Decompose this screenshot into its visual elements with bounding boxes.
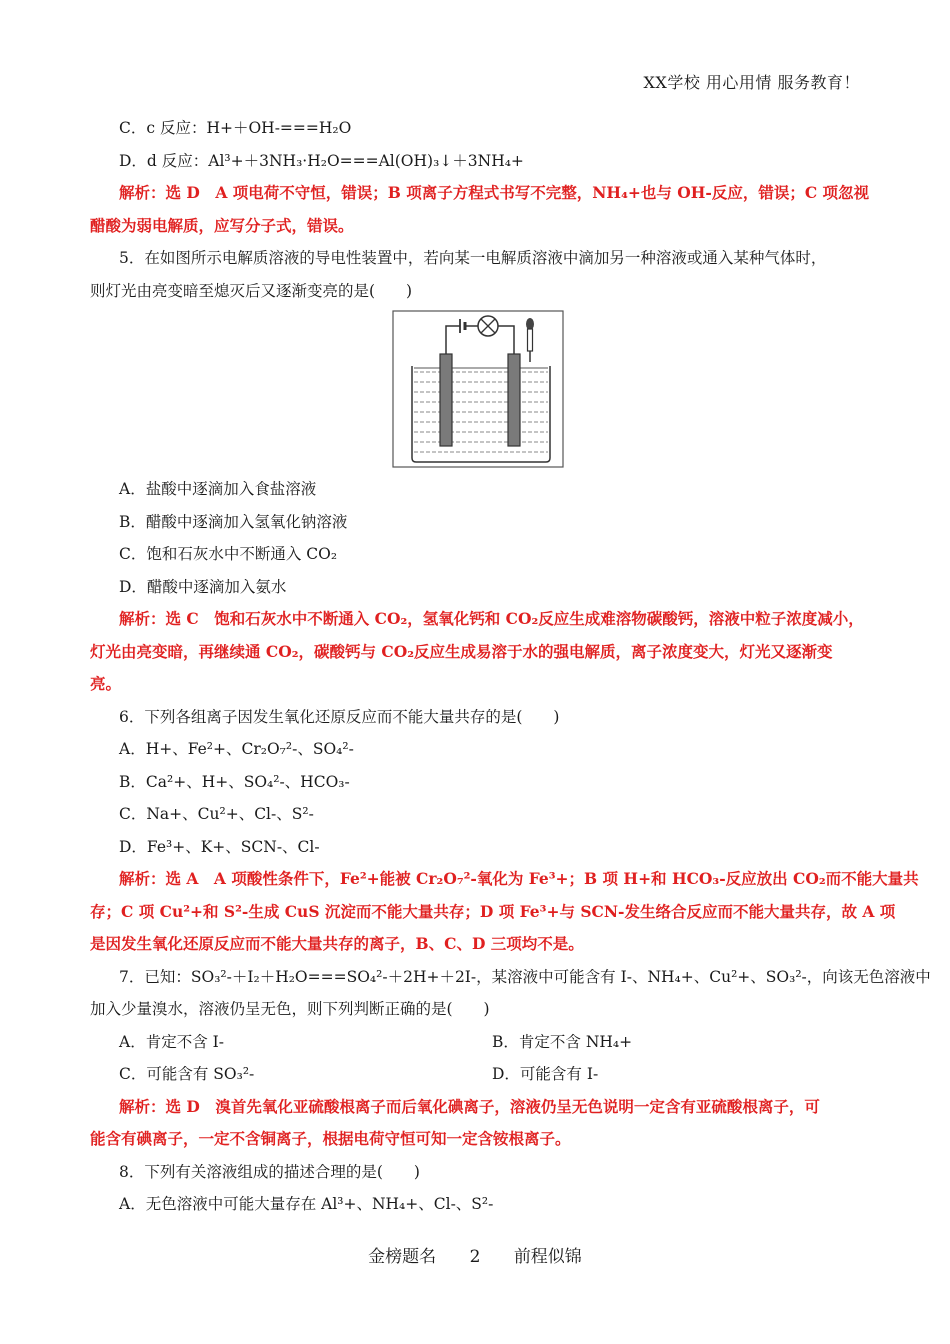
answer-analysis-line: 是因发生氧化还原反应而不能大量共存的离子，B、C、D 三项均不是。 bbox=[90, 934, 584, 953]
answer-analysis-line: 解析：选 C 饱和石灰水中不断通入 CO₂，氢氧化钙和 CO₂反应生成难溶物碳酸钙，溶液中粒子浓度减小， bbox=[119, 609, 864, 628]
answer-analysis-line: 存；C 项 Cu²+和 S²-生成 CuS 沉淀而不能大量共存；D 项 Fe³+与 SCN-发生络合反应而不能大量共存，故 A 项 bbox=[90, 901, 896, 921]
text-line: C．c 反应：H+＋OH-===H₂O bbox=[119, 119, 352, 137]
conductivity-apparatus-figure bbox=[90, 309, 865, 469]
footer-right: 前程似锦 bbox=[513, 1247, 582, 1267]
electrode-left bbox=[440, 354, 452, 446]
text-line: 6．下列各组离子因发生氧化还原反应而不能大量共存的是( ) bbox=[119, 707, 560, 726]
answer-analysis-line: 灯光由亮变暗，再继续通 CO₂，碳酸钙与 CO₂反应生成易溶于水的强电解质，离子浓度变大，灯光又逐渐变 bbox=[90, 641, 833, 661]
text-line: A．盐酸中逐滴加入食盐溶液 bbox=[119, 480, 317, 498]
text-line: 7．已知：SO₃²-＋I₂＋H₂O===SO₄²-＋2H+＋2I-，某溶液中可能含有 I-、NH₄+、Cu²+、SO₃²-，向该无色溶液中 bbox=[119, 967, 931, 986]
q7-option-a: A．肯定不含 I- bbox=[119, 1032, 224, 1051]
question-block-3 bbox=[90, 1091, 865, 1221]
text-line: B．醋酸中逐滴加入氢氧化钠溶液 bbox=[119, 512, 348, 531]
text-line: 加入少量溴水，溶液仍呈无色，则下列判断正确的是( ) bbox=[90, 1000, 490, 1018]
apparatus-diagram bbox=[392, 310, 564, 468]
question-block-1 bbox=[90, 112, 870, 307]
answer-analysis-line: 亮。 bbox=[90, 674, 122, 693]
text-line: 5．在如图所示电解质溶液的导电性装置中，若向某一电解质溶液中滴加另一种溶液或通入某种气体时， bbox=[119, 249, 827, 267]
page-footer bbox=[0, 1242, 950, 1267]
text-line: A．无色溶液中可能大量存在 Al³+、NH₄+、Cl-、S²- bbox=[119, 1195, 494, 1213]
answer-analysis-line: 醋酸为弱电解质，应写分子式，错误。 bbox=[90, 215, 354, 235]
text-line: B．Ca²+、H+、SO₄²-、HCO₃- bbox=[119, 772, 350, 791]
answer-analysis-line: 解析：选 D 溴首先氧化亚硫酸根离子而后氧化碘离子，溶液仍呈无色说明一定含有亚硫酸根离子，可 bbox=[119, 1096, 820, 1116]
q7-option-b: B．肯定不含 NH₄+ bbox=[492, 1032, 633, 1051]
q7-option-row bbox=[90, 1026, 865, 1059]
page-content bbox=[90, 112, 931, 1221]
electrode-right bbox=[508, 354, 520, 446]
q7-option-d: D．可能含有 I- bbox=[492, 1065, 599, 1083]
page-header: XX学校 用心用情 服务教育！ bbox=[643, 73, 860, 92]
page-number: 2 bbox=[469, 1247, 481, 1267]
text-line: D．d 反应：Al³+＋3NH₃·H₂O===Al(OH)₃↓＋3NH₄+ bbox=[119, 151, 524, 170]
footer-left: 金榜题名 bbox=[368, 1247, 437, 1267]
text-line: D．醋酸中逐滴加入氨水 bbox=[119, 577, 287, 596]
answer-analysis-line: 解析：选 D A 项电荷不守恒，错误；B 项离子方程式书写不完整，NH₄+也与 OH-反应，错误；C 项忽视 bbox=[119, 183, 870, 202]
text-line: 8．下列有关溶液组成的描述合理的是( ) bbox=[119, 1162, 420, 1181]
text-line: A．H+、Fe²+、Cr₂O₇²-、SO₄²- bbox=[119, 740, 354, 758]
question-block-2 bbox=[90, 473, 931, 1026]
answer-analysis-line: 解析：选 A A 项酸性条件下，Fe²+能被 Cr₂O₇²-氧化为 Fe³+；B 项 H+和 HCO₃-反应放出 CO₂而不能大量共 bbox=[119, 869, 919, 888]
text-line: D．Fe³+、K+、SCN-、Cl- bbox=[119, 837, 320, 856]
q7-options bbox=[90, 1026, 865, 1091]
answer-analysis-line: 能含有碘离子，一定不含铜离子，根据电荷守恒可知一定含铵根离子。 bbox=[90, 1129, 571, 1148]
text-line: C．饱和石灰水中不断通入 CO₂ bbox=[119, 545, 338, 563]
q7-option-c: C．可能含有 SO₃²- bbox=[119, 1065, 255, 1083]
text-line: C．Na+、Cu²+、Cl-、S²- bbox=[119, 805, 314, 823]
q7-option-row bbox=[90, 1058, 865, 1091]
text-line: 则灯光由亮变暗至熄灭后又逐渐变亮的是( ) bbox=[90, 281, 413, 300]
